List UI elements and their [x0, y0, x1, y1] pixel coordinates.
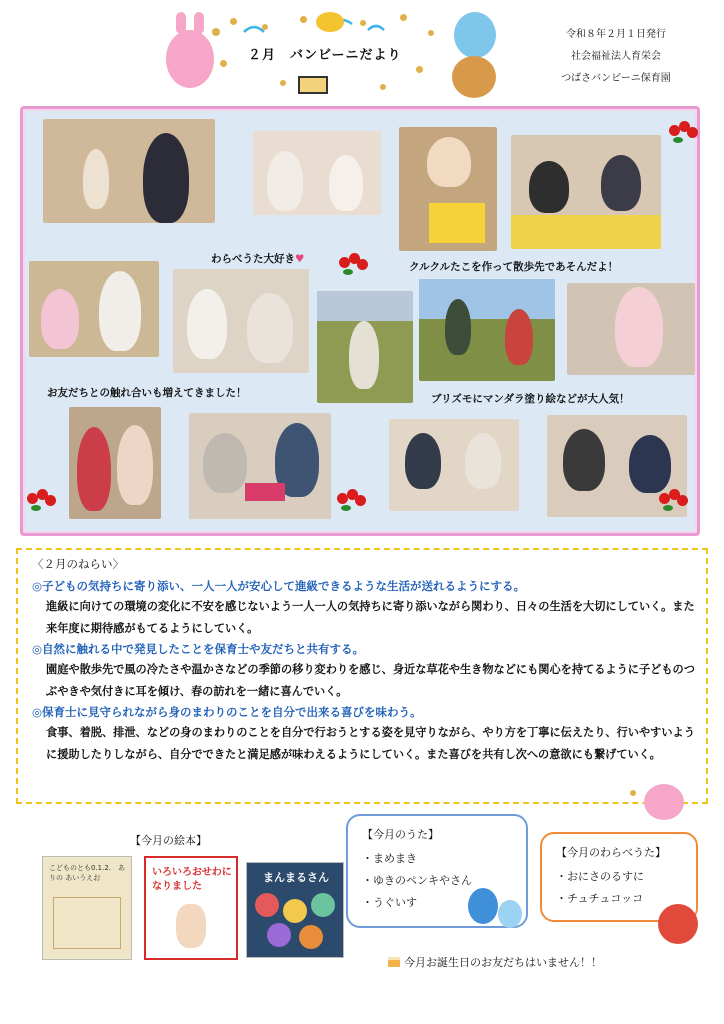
cat-mascot-icon [452, 56, 496, 98]
song-item: ・まめまき [362, 852, 417, 865]
confetti-decoration [428, 30, 434, 36]
issue-date: 令和８年２月１日発行 [566, 29, 666, 40]
photo-collage [20, 106, 700, 536]
aims-heading: 〈２月のねらい〉 [32, 557, 124, 571]
organization-name: 社会福祉法人育栄会 [571, 51, 661, 62]
aim-title: ◎自然に触れる中で発見したことを保育士や友だちと共有する。 [32, 642, 365, 656]
warabeuta-box-title: 【今月のわらべうた】 [556, 846, 666, 859]
bean-box-icon [298, 76, 328, 94]
camellia-flower-icon [27, 489, 57, 511]
aim-body: 園庭や散歩先で風の冷たさや温かさなどの季節の移り変わりを感じ、身近な草花や生き物などにも関心を持てるように子どものつぶやきや気付きに耳を傾け、春の訪れを一緒に喜んでいく。 [46, 663, 695, 698]
rabbit-oni-mascot-icon [166, 30, 214, 88]
photo-yellow-hat-walk [317, 291, 413, 403]
photo-park-running [419, 279, 555, 381]
camellia-flower-icon [337, 489, 367, 511]
photo-teacher-play [43, 119, 215, 223]
confetti-decoration [416, 66, 423, 73]
publisher-block [536, 24, 696, 90]
heart-icon: ♥ [295, 253, 305, 265]
monthly-aims [16, 548, 708, 804]
book-cover-ari [42, 856, 132, 960]
warabeuta-item: ・おにさのるすに [556, 870, 644, 883]
caption-mandala: ブリズモにマンダラ塗り絵などが大人気！ [431, 393, 630, 405]
book-cover-manmaru [246, 862, 344, 958]
nursery-name: つばさバンビーニ保育園 [561, 73, 671, 84]
book-cover-title: こどものとも0.1.2. ありの あいうえお [49, 864, 126, 882]
caption-friends: お友だちとの触れ合いも増えてきました！ [47, 387, 247, 399]
aim-item [32, 576, 696, 639]
book-cover-title: まんまるさん [263, 871, 329, 884]
aim-item [32, 702, 696, 765]
penguin-mascot-icon [468, 888, 498, 924]
photo-blocks-table [389, 419, 519, 511]
confetti-decoration [220, 60, 227, 67]
rabbit-mascot-icon [644, 784, 684, 820]
book-cover-title: いろいろおせわになりました [152, 867, 232, 892]
books-label: 【今月の絵本】 [130, 834, 207, 847]
birthday-text: 今月お誕生日のお友だちはいません！！ [404, 956, 602, 969]
bean-confetti-icon [630, 790, 636, 796]
caption-warabeuta [211, 251, 304, 266]
aim-body: 食事、着脱、排泄、などの身のまわりのことを自分で行おうとする姿を見守りながら、やり方を丁寧に伝えたり、行いやすいように援助したりしながら、自分でできたと満足感が味わえるようにしていく。また喜びを共有し次への意欲にも繋げていく。 [46, 726, 695, 761]
photo-toddlers-dancing [29, 261, 159, 357]
camellia-flower-icon [659, 489, 689, 511]
confetti-decoration [230, 18, 237, 25]
caption-kurukuru: クルクルたこを作って散歩先であそんだよ！ [409, 261, 619, 273]
confetti-decoration [400, 14, 407, 21]
warabeuta-item: ・チュチュコッコ [556, 892, 644, 905]
aim-title: ◎保育士に見守られながら身のまわりのことを自分で出来る喜びを味わう。 [32, 705, 422, 719]
aim-title: ◎子どもの気持ちに寄り添い、一人一人が安心して進級できるような生活が送れるようにする。 [32, 579, 526, 593]
book-cover-osewa [144, 856, 238, 960]
birthday-notice [388, 954, 602, 970]
photo-table-crafts [511, 135, 661, 249]
photo-kids-playing-floor [253, 131, 381, 215]
confetti-decoration [212, 28, 220, 36]
confetti-decoration [380, 84, 386, 90]
newsletter-title: ２月 バンビーニだより [248, 48, 402, 63]
photo-peg-toy [189, 413, 331, 519]
photo-blocks-play [173, 269, 309, 373]
newsletter-header [0, 0, 724, 105]
cake-icon [388, 957, 400, 967]
song-item: ・うぐいす [362, 896, 417, 909]
aim-body: 進級に向けての環境の変化に不安を感じないよう一人一人の気持ちに寄り添いながら関わり、日々の生活を大切にしていく。また来年度に期待感がもてるようにしていく。 [46, 600, 695, 635]
camellia-flower-icon [339, 253, 369, 275]
song-box-title: 【今月のうた】 [362, 828, 439, 841]
photo-kite-making [399, 127, 497, 251]
caption-warabeuta-text: わらべうた大好き [211, 253, 295, 265]
photo-coloring [567, 283, 695, 375]
camellia-flower-icon [669, 121, 699, 143]
song-item: ・ゆきのペンキやさん [362, 874, 472, 887]
penguin-mascot-icon [498, 900, 522, 928]
photo-friends-hug [69, 407, 161, 519]
oni-mascot-icon [658, 904, 698, 944]
aim-item [32, 639, 696, 702]
confetti-decoration [280, 80, 286, 86]
mouse-mascot-icon [454, 12, 496, 58]
bird-icon [316, 12, 344, 32]
